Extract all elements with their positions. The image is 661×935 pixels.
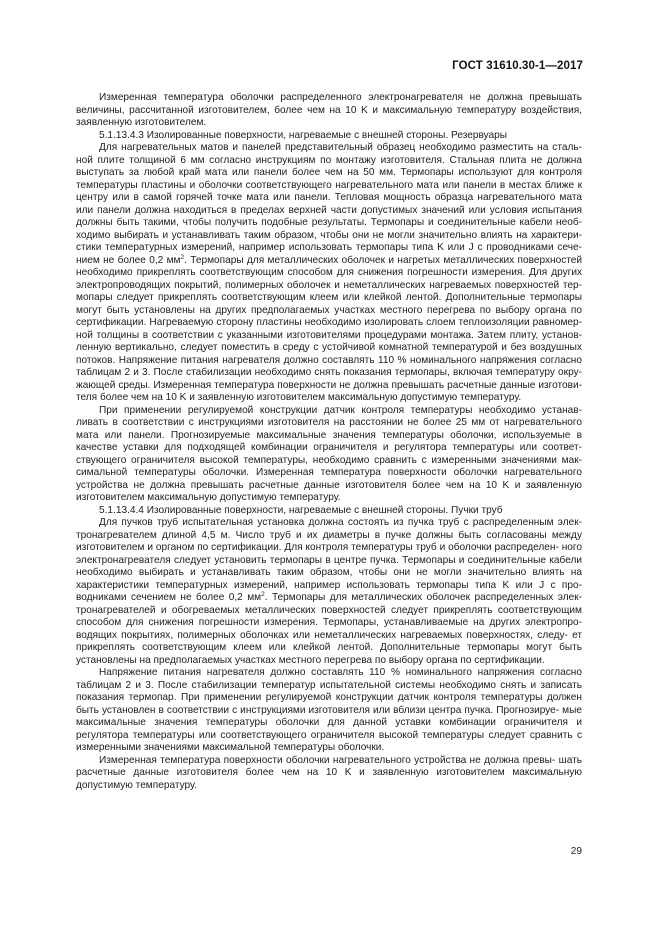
page-number: 29 [570,846,582,857]
paragraph-regulated-design: При применении регулируемой конструкции датчик контроля температуры необходимо устанав- ливать в соответствии с инструкциями изготовителя на расстоянии не более 25 мм от нагревательного мата или панели. Прогнозируемые максимальные значения температуры оболочки, используемые в качестве уставки для подходящей комбинации ограничителя и регулятора температуры или соответ- ствующего ограничителя высокой температуры, необходимо сравнить с измеренными значениями мак- симальной температуры оболочки. Измеренная температура поверхности оболочки нагревательного устройства не должна превышать расчетные данные изготовителя более чем на 10 K и заявленную изготовителем максимальную допустимую температуру. [76,404,582,503]
body-text [76,92,582,792]
superscript: 2 [180,253,185,261]
superscript: 2 [261,591,265,598]
paragraph-shell-temperature-limit: Измеренная температура оболочки распределенного электронагревателя не должна превышать величины, рассчитанной изготовителем, более чем на 10 K и максимальную температуру воздействия, заявленную изготовителем. [76,92,582,128]
paragraph-text: Для нагревательных матов и панелей представительный образец необходимо разместить на сталь- ной плите толщиной 6 мм согласно инструкциям по монтажу изготовителя. Стальная плита не должна выступать за любой край мата или панели более чем на 50 мм. Термопары используют для контроля температуры пластины и оболочки соответствующего нагревательного мата или панели в местах ближе к центру или в самой горячей точке мата или панели. Тепловая мощность образца нагревательного мата или панели должна находиться в пределах верхней части допустимых значений или условия испытания должны быть такими, чтобы получить подобные результаты. Термопары и соединительные кабели необ- ходимо выбирать и устанавливать таким образом, чтобы они не могли значительно влиять на характери- стики температурных измерений, например использовать термопары типа K или J с проводниками сече- нием не более 0,2 мм [76,142,582,266]
paragraph-text: Для пучков труб испытательная установка должна состоять из пучка труб с распределенным элек- тронагревателем длиной 4,5 м. Число труб и их диаметры в пучке должны быть согласованы между изготовителем и органом по сертификации. Для контроля температуры труб и оболочки распределен- ного электронагревателя следует установить термопары в центре пучка. Термопары и соединительные кабели необходимо выбирать и устанавливать таким образом, чтобы они не могли значительно влиять на характеристики температурных измерений, например использовать термопары типа K или J с про- водниками сечением не более 0,2 мм [76,517,582,603]
section-heading-tanks: 5.1.13.4.3 Изолированные поверхности, нагреваемые с внешней стороны. Резервуары [99,129,508,141]
paragraph-text-tail: . Термопары для металлических оболочек и нагретых металлических поверхностей необходимо прикреплять соответствующим способом для снижения погрешности измерения. Для других электропроводящих покрытий, полимерных оболочек и неметаллических нагреваемых поверхностей тер- мопары следует прикреплять соответствующим клеем или клейкой лентой. Дополнительные термопары могут быть установлены на других предполагаемых участках местного перегрева по выбору органа по сертификации. Нагреваемую сторону пластины необходимо изолировать слоем теплоизоляции равномер- ной толщины в соответствии с указанными изготовителями процедурами монтажа. Затем плиту, установ- ленную вертикально, следует поместить в среду с устойчивой комнатной температурой и без воздушных потоков. Напряжение питания нагревателя должно составлять 110 % номинального напряжения согласно таблицам 2 и 3. После стабилизации необходимо снять показания термопары, включая температуру окру- жающей среды. Измеренная температура поверхности не должна превышать расчетные данные изготови- теля более чем на 10 K и заявленную изготовителем максимальную допустимую температуру. [76,254,583,403]
paragraph-final-requirement: Измеренная температура поверхности оболочки нагревательного устройства не должна превы- шать расчетные данные изготовителя более чем на 10 K и заявленную изготовителем максимальную допустимую температуру. [76,754,582,791]
paragraph-mats-panels-test [76,142,582,405]
section-heading-tube-bundles: 5.1.13.4.4 Изолированные поверхности, нагреваемые с внешней стороны. Пучки труб [99,504,503,516]
document-code-header: ГОСТ 31610.30-1—2017 [452,60,583,72]
paragraph-supply-voltage: Напряжение питания нагревателя должно составлять 110 % номинального напряжения согласно таблицам 2 и 3. После стабилизации температур испытательной системы необходимо снять и записать показания термопар. При применении регулируемой конструкции датчик контроля температуры должен быть установлен в соответствии с инструкциями изготовителя или вблизи центра пучка. Прогнозируе- мые максимальные значения температуры оболочки для данной уставки комбинации ограничителя и регулятора температуры или соответствующего ограничителя высокой температуры следует сравнить с измеренными значениями максимальной температуры оболочки. [76,667,582,753]
paragraph-text-tail: . Термопары для металлических оболочек распределенных элек- тронагревателей и обогреваемых металлических поверхностей следует прикреплять соответствующим способом для снижения погрешности измерения. Термопары, устанавливаемые на других электропро- водящих покрытиях, полимерных оболочках или неметаллических нагреваемых поверхностях, следу- ет прикреплять соответствующим клеем или клейкой лентой. Дополнительные термопары могут быть установлены на предполагаемых участках местного перегрева по выбору органа по сертификации. [76,592,582,666]
paragraph-tube-bundle-test [76,517,582,667]
